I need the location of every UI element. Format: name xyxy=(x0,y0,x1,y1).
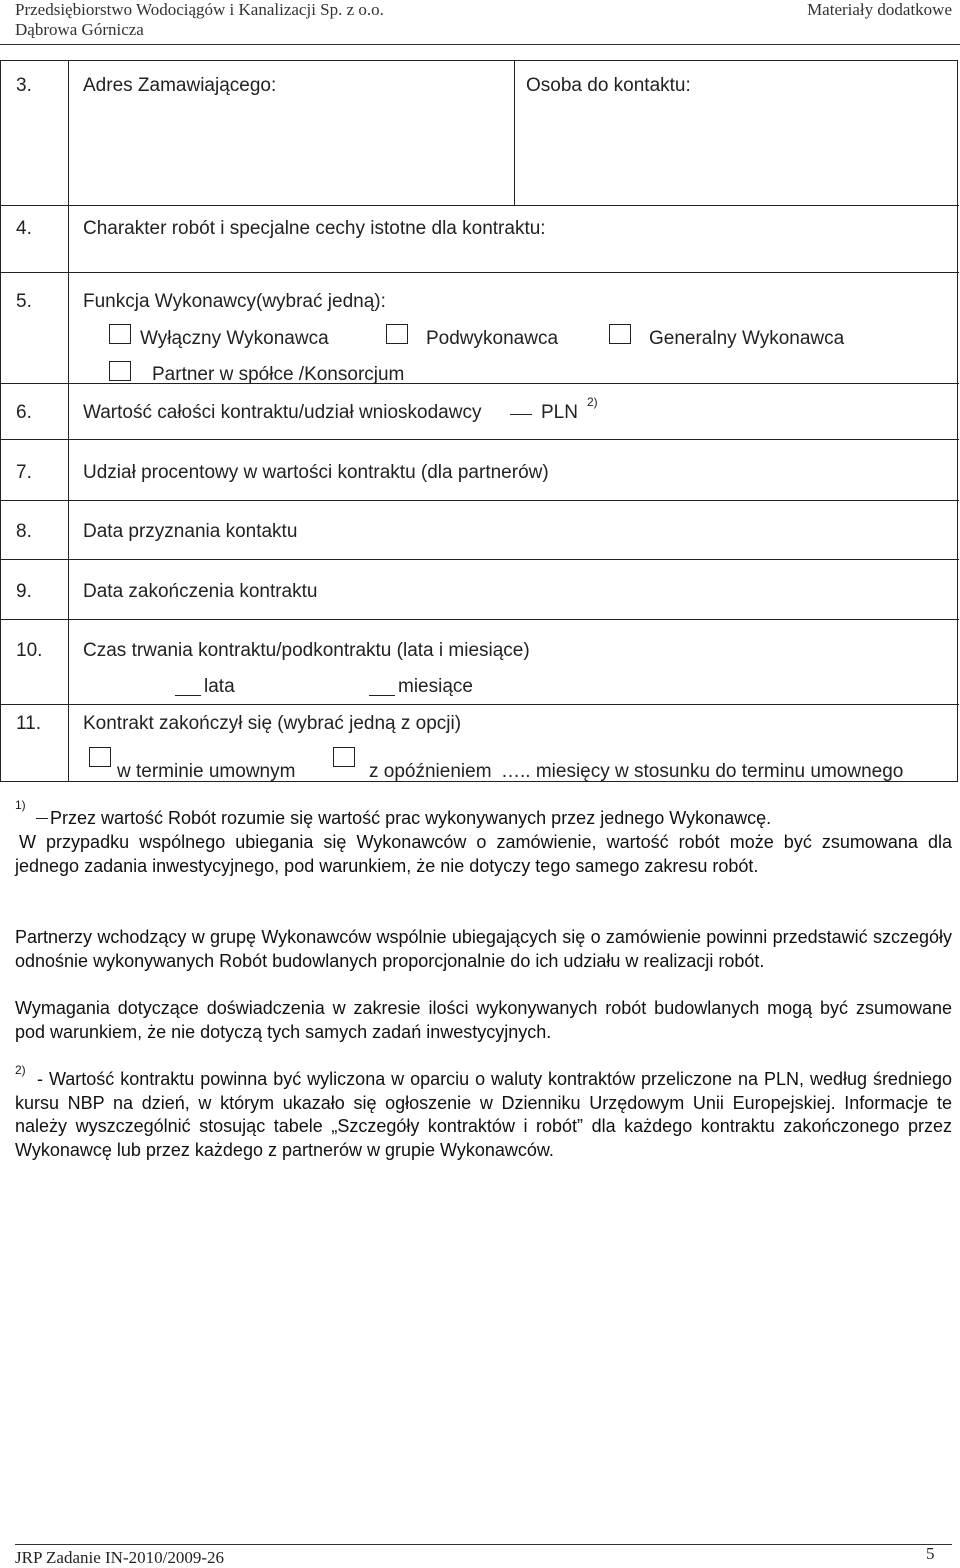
award-date-label: Data przyznania kontaktu xyxy=(83,521,298,542)
delayed-checkbox[interactable] xyxy=(333,747,355,767)
contact-person-field[interactable] xyxy=(515,101,957,204)
row-number: 6. xyxy=(16,402,32,423)
months-blank[interactable] xyxy=(369,695,395,696)
footnote-1-marker: 1) xyxy=(15,798,26,812)
general-contractor-option: Generalny Wykonawca xyxy=(649,328,845,349)
row-divider xyxy=(1,500,959,501)
row-divider xyxy=(1,272,959,273)
years-label: lata xyxy=(204,676,235,697)
dash-separator xyxy=(510,414,532,415)
duration-label: Czas trwania kontraktu/podkontraktu (lata i miesiące) xyxy=(83,640,530,661)
general-contractor-checkbox[interactable] xyxy=(609,324,631,344)
company-name: Przedsiębiorstwo Wodociągów i Kanalizacji Sp. z o.o. xyxy=(15,0,384,19)
company-city: Dąbrowa Górnicza xyxy=(15,20,144,39)
row-number: 3. xyxy=(16,75,32,96)
contract-form-table xyxy=(0,60,958,782)
footer-rule xyxy=(15,1544,952,1545)
years-blank[interactable] xyxy=(175,695,201,696)
row-divider xyxy=(1,559,959,560)
header-section-label: Materiały dodatkowe xyxy=(807,0,952,19)
client-address-label: Adres Zamawiającego: xyxy=(83,75,277,96)
row-number: 8. xyxy=(16,521,32,542)
row-number: 7. xyxy=(16,462,32,483)
row-number: 10. xyxy=(16,640,43,661)
header-rule xyxy=(0,44,960,45)
row-number: 4. xyxy=(16,218,32,239)
exclusive-contractor-option: Wyłączny Wykonawca xyxy=(140,328,329,349)
row-divider xyxy=(1,619,959,620)
contract-value-label: Wartość całości kontraktu/udział wnioskodawcy xyxy=(83,402,482,423)
contractor-role-label: Funkcja Wykonawcy(wybrać jedną): xyxy=(83,291,386,312)
subcontractor-option: Podwykonawca xyxy=(426,328,559,349)
row-divider xyxy=(1,439,959,440)
page-number: 5 xyxy=(926,1544,935,1563)
exclusive-contractor-checkbox[interactable] xyxy=(109,324,131,344)
note-paragraph-partners: Partnerzy wchodzący w grupę Wykonawców wspólnie ubiegających się o zamówienie powinni przedstawić szczegóły odnośnie wykonywanych Robót budowlanych proporcjonalnie do ich udziału w realizacji robót. xyxy=(15,927,952,971)
consortium-partner-option: Partner w spółce /Konsorcjum xyxy=(152,364,405,385)
work-character-label: Charakter robót i specjalne cechy istotne dla kontraktu: xyxy=(83,218,546,239)
on-time-checkbox[interactable] xyxy=(89,747,111,767)
footnote-1-text: Przez wartość Robót rozumie się wartość prac wykonywanych przez jednego Wykonawcę. xyxy=(50,808,772,828)
completion-status-label: Kontrakt zakończył się (wybrać jedną z opcji) xyxy=(83,713,462,734)
page-header xyxy=(0,0,960,44)
row-number: 5. xyxy=(16,291,32,312)
row-number: 9. xyxy=(16,581,32,602)
note-paragraph-joint-bidding: W przypadku wspólnego ubiegania się Wykonawców o zamówienie, wartość robót może być zsumowana dla jednego zadania inwestycyjnego, pod warunkiem, że nie dotyczy tego samego zakresu robót. xyxy=(15,832,952,876)
row-divider xyxy=(1,704,959,705)
row-number: 11. xyxy=(16,713,42,734)
consortium-partner-checkbox[interactable] xyxy=(109,361,131,381)
percentage-share-label: Udział procentowy w wartości kontraktu (dla partnerów) xyxy=(83,462,549,483)
subcontractor-checkbox[interactable] xyxy=(386,324,408,344)
delay-months-text: ….. miesięcy w stosunku do terminu umownego xyxy=(501,761,904,782)
client-address-field[interactable] xyxy=(69,101,513,204)
footnote-ref: 2) xyxy=(587,395,598,409)
row-divider xyxy=(1,205,959,206)
footnote-dash xyxy=(36,818,48,819)
currency-label: PLN xyxy=(541,402,578,423)
on-time-option: w terminie umownym xyxy=(117,761,296,782)
footnote-2-text: - Wartość kontraktu powinna być wyliczona w oparciu o waluty kontraktów przeliczone na PLN, według średniego kursu NBP na dzień, w którym ukazało się ogłoszenie w Dzienniku Urzędowym Unii Europejskiej. Informacje te należy wyszczególnić stosując tabele „Szczegóły kontraktów i robót” dla każdego kontraktu zakończonego przez Wykonawcę lub przez każdego z partnerów w grupie Wykonawców. xyxy=(15,1069,952,1160)
row-divider xyxy=(1,383,959,384)
months-label: miesiące xyxy=(398,676,473,697)
delayed-option: z opóźnieniem xyxy=(369,761,492,782)
note-paragraph-experience: Wymagania dotyczące doświadczenia w zakresie ilości wykonywanych robót budowlanych mogą być zsumowane pod warunkiem, że nie dotyczą tych samych zadań inwestycyjnych. xyxy=(15,998,952,1042)
document-reference: JRP Zadanie IN-2010/2009-26 xyxy=(15,1548,225,1567)
completion-date-label: Data zakończenia kontraktu xyxy=(83,581,318,602)
contact-person-label: Osoba do kontaktu: xyxy=(526,75,691,96)
footnote-2-marker: 2) xyxy=(15,1063,26,1077)
